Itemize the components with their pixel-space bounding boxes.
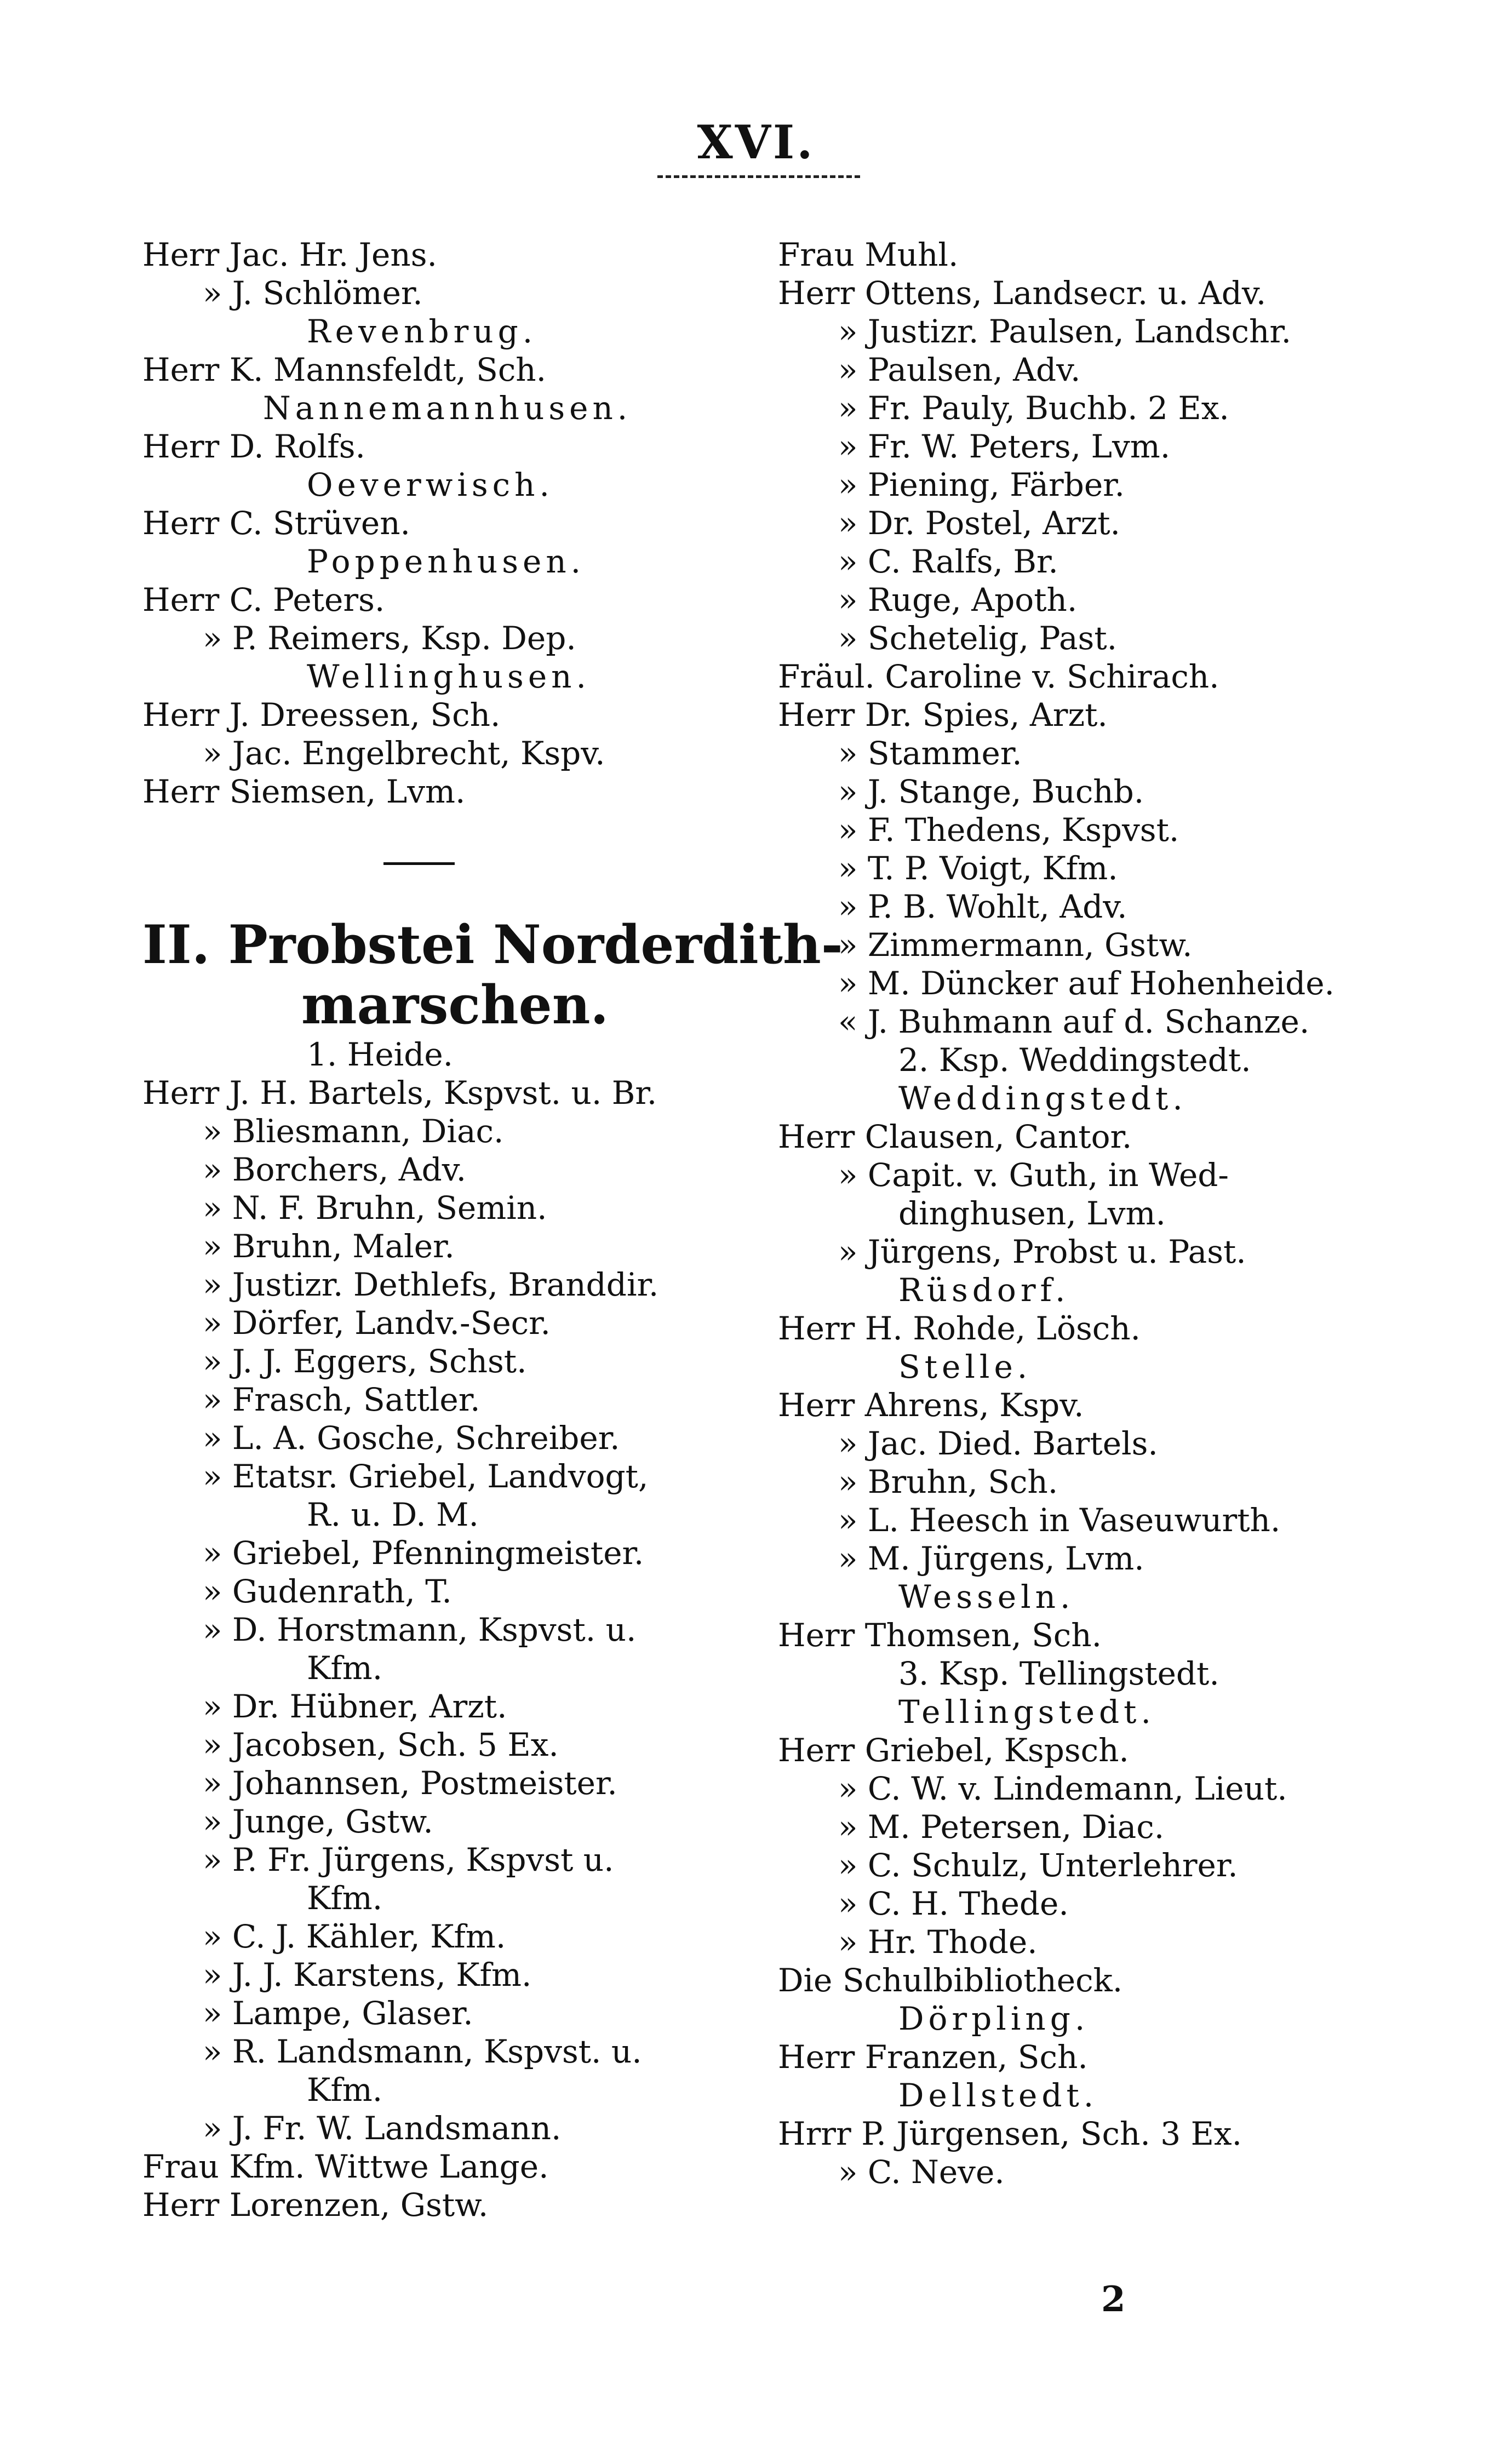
entry-line: R. u. D. M. [307,1496,479,1533]
entry-line: » J. Stange, Buchb. [838,773,1144,810]
right-column [778,236,1359,2191]
entry-line: » J. J. Karstens, Kfm. [203,1956,532,1993]
entry-line: Nannemannhusen. [263,389,632,427]
entry-line: » Jacobsen, Sch. 5 Ex. [203,1726,559,1763]
entry-line: » Schetelig, Past. [838,620,1118,657]
entry-line: Herr Clausen, Cantor. [778,1118,1132,1155]
left-column [142,236,843,2224]
entry-line: Weddingstedt. [898,1080,1187,1117]
entry-line: » C. Neve. [838,2153,1005,2191]
entry-line: Kfm. [307,2071,383,2109]
entry-line: » C. Schulz, Unterlehrer. [838,1847,1238,1884]
entry-line: » C. J. Kähler, Kfm. [203,1918,506,1955]
entry-line: Herr J. Dreessen, Sch. [142,696,501,734]
entry-line: dinghusen, Lvm. [898,1195,1166,1232]
entry-line: Stelle. [898,1348,1032,1385]
entry-line: 2. Ksp. Weddingstedt. [898,1041,1251,1079]
entry-line: » Frasch, Sattler. [203,1381,480,1418]
entry-line: Kfm. [307,1649,383,1687]
entry-line: » C. H. Thede. [838,1885,1069,1922]
section-heading: II. Probstei Norderdith- [142,914,843,976]
entry-line: » Dörfer, Landv.-Secr. [203,1304,551,1342]
entry-line: Herr D. Rolfs. [142,428,365,465]
entry-line: Herr Ottens, Landsecr. u. Adv. [778,274,1267,312]
entry-line: » Hr. Thode. [838,1923,1038,1961]
entry-line: » Bruhn, Sch. [838,1463,1058,1500]
entry-line: Die Schulbibliotheck. [778,1962,1123,1999]
entry-line: » Fr. W. Peters, Lvm. [838,428,1171,465]
section-divider [142,849,751,876]
entry-line: Rüsdorf. [898,1271,1070,1309]
entry-line: » T. P. Voigt, Kfm. [838,850,1118,887]
entry-line: » P. Reimers, Ksp. Dep. [203,620,576,657]
entry-line: Oeverwisch. [307,466,554,503]
entry-line: » Piening, Färber. [838,466,1125,503]
entry-line: » Bliesmann, Diac. [203,1113,504,1150]
entry-line: Herr Thomsen, Sch. [778,1617,1102,1654]
entry-line: Herr C. Peters. [142,581,385,618]
entry-line: Herr Siemsen, Lvm. [142,773,466,810]
entry-line: » Ruge, Apoth. [838,581,1078,618]
entry-line: Poppenhusen. [307,543,586,580]
entry-line: 1. Heide. [307,1036,454,1073]
entry-line: Herr K. Mannsfeldt, Sch. [142,351,547,388]
entry-line: » M. Jürgens, Lvm. [838,1540,1144,1577]
entry-line: Herr H. Rohde, Lösch. [778,1310,1141,1347]
entry-line: » Zimmermann, Gstw. [838,926,1193,964]
signature-mark: 2 [1101,2279,1126,2320]
entry-line: » Justizr. Paulsen, Landschr. [838,313,1292,350]
entry-line: » Borchers, Adv. [203,1151,467,1188]
entry-line: Revenbrug. [307,313,537,350]
section-heading: marschen. [301,974,609,1036]
entry-line: » Capit. v. Guth, in Wed- [838,1156,1229,1194]
entry-line: » Griebel, Pfenningmeister. [203,1534,644,1572]
entry-line: » L. A. Gosche, Schreiber. [203,1419,620,1457]
entry-line: » P. Fr. Jürgens, Kspvst u. [203,1841,614,1878]
entry-line: Kfm. [307,1880,383,1917]
entry-line: » Dr. Hübner, Arzt. [203,1688,507,1725]
entry-line: » Johannsen, Postmeister. [203,1764,617,1802]
entry-line: Herr Griebel, Kspsch. [778,1732,1129,1769]
entry-line: » Lampe, Glaser. [203,1995,473,2032]
entry-line: Dörpling. [898,2000,1090,2037]
entry-line: » C. Ralfs, Br. [838,543,1058,580]
entry-line: Herr Jac. Hr. Jens. [142,236,437,273]
entry-line: » J. J. Eggers, Schst. [203,1343,527,1380]
entry-line: » R. Landsmann, Kspvst. u. [203,2033,642,2070]
entry-line: Frau Muhl. [778,236,959,273]
entry-line: » Etatsr. Griebel, Landvogt, [203,1458,649,1495]
entry-line: » D. Horstmann, Kspvst. u. [203,1611,637,1648]
entry-line: » Dr. Postel, Arzt. [838,505,1120,542]
entry-line: Herr Lorenzen, Gstw. [142,2186,489,2224]
entry-line: » M. Petersen, Diac. [838,1808,1165,1846]
entry-line: Herr Dr. Spies, Arzt. [778,696,1108,734]
entry-line: » Jac. Engelbrecht, Kspv. [203,735,605,772]
entry-line: Herr J. H. Bartels, Kspvst. u. Br. [142,1074,657,1112]
entry-line: Dellstedt. [898,2077,1098,2114]
entry-line: Wellinghusen. [307,658,591,695]
entry-line: Wesseln. [898,1578,1075,1615]
entry-line: » P. B. Wohlt, Adv. [838,888,1127,925]
entry-line: » Fr. Pauly, Buchb. 2 Ex. [838,389,1229,427]
entry-line: Herr C. Strüven. [142,505,410,542]
entry-line: » J. Fr. W. Landsmann. [203,2110,562,2147]
entry-line: » C. W. v. Lindemann, Lieut. [838,1770,1287,1807]
entry-line: Fräul. Caroline v. Schirach. [778,658,1219,695]
entry-line: Tellingstedt. [898,1693,1155,1731]
entry-line: » Stammer. [838,735,1022,772]
entry-line: » N. F. Bruhn, Semin. [203,1189,547,1227]
entry-line: » Gudenrath, T. [203,1573,452,1610]
entry-line: » Justizr. Dethlefs, Branddir. [203,1266,659,1303]
entry-line: « J. Buhmann auf d. Schanze. [838,1003,1310,1040]
spacer [142,811,751,849]
entry-line: Hrrr P. Jürgensen, Sch. 3 Ex. [778,2115,1242,2152]
entry-line: » F. Thedens, Kspvst. [838,811,1179,849]
entry-line: » Bruhn, Maler. [203,1228,455,1265]
entry-line: » L. Heesch in Vaseuwurth. [838,1502,1281,1539]
spacer [142,876,751,915]
entry-line: Frau Kfm. Wittwe Lange. [142,2148,549,2185]
entry-line: » J. Schlömer. [203,274,423,312]
entry-line: » M. Düncker auf Hohenheide. [838,965,1335,1002]
header-rule [657,175,860,178]
entry-line: » Jürgens, Probst u. Past. [838,1233,1246,1270]
entry-line: Herr Franzen, Sch. [778,2038,1088,2076]
entry-line: » Junge, Gstw. [203,1803,433,1840]
entry-line: Herr Ahrens, Kspv. [778,1387,1084,1424]
entry-line: 3. Ksp. Tellingstedt. [898,1655,1219,1692]
entry-line: » Jac. Died. Bartels. [838,1425,1158,1462]
entry-line: » Paulsen, Adv. [838,351,1081,388]
page-header: XVI. [697,115,815,169]
